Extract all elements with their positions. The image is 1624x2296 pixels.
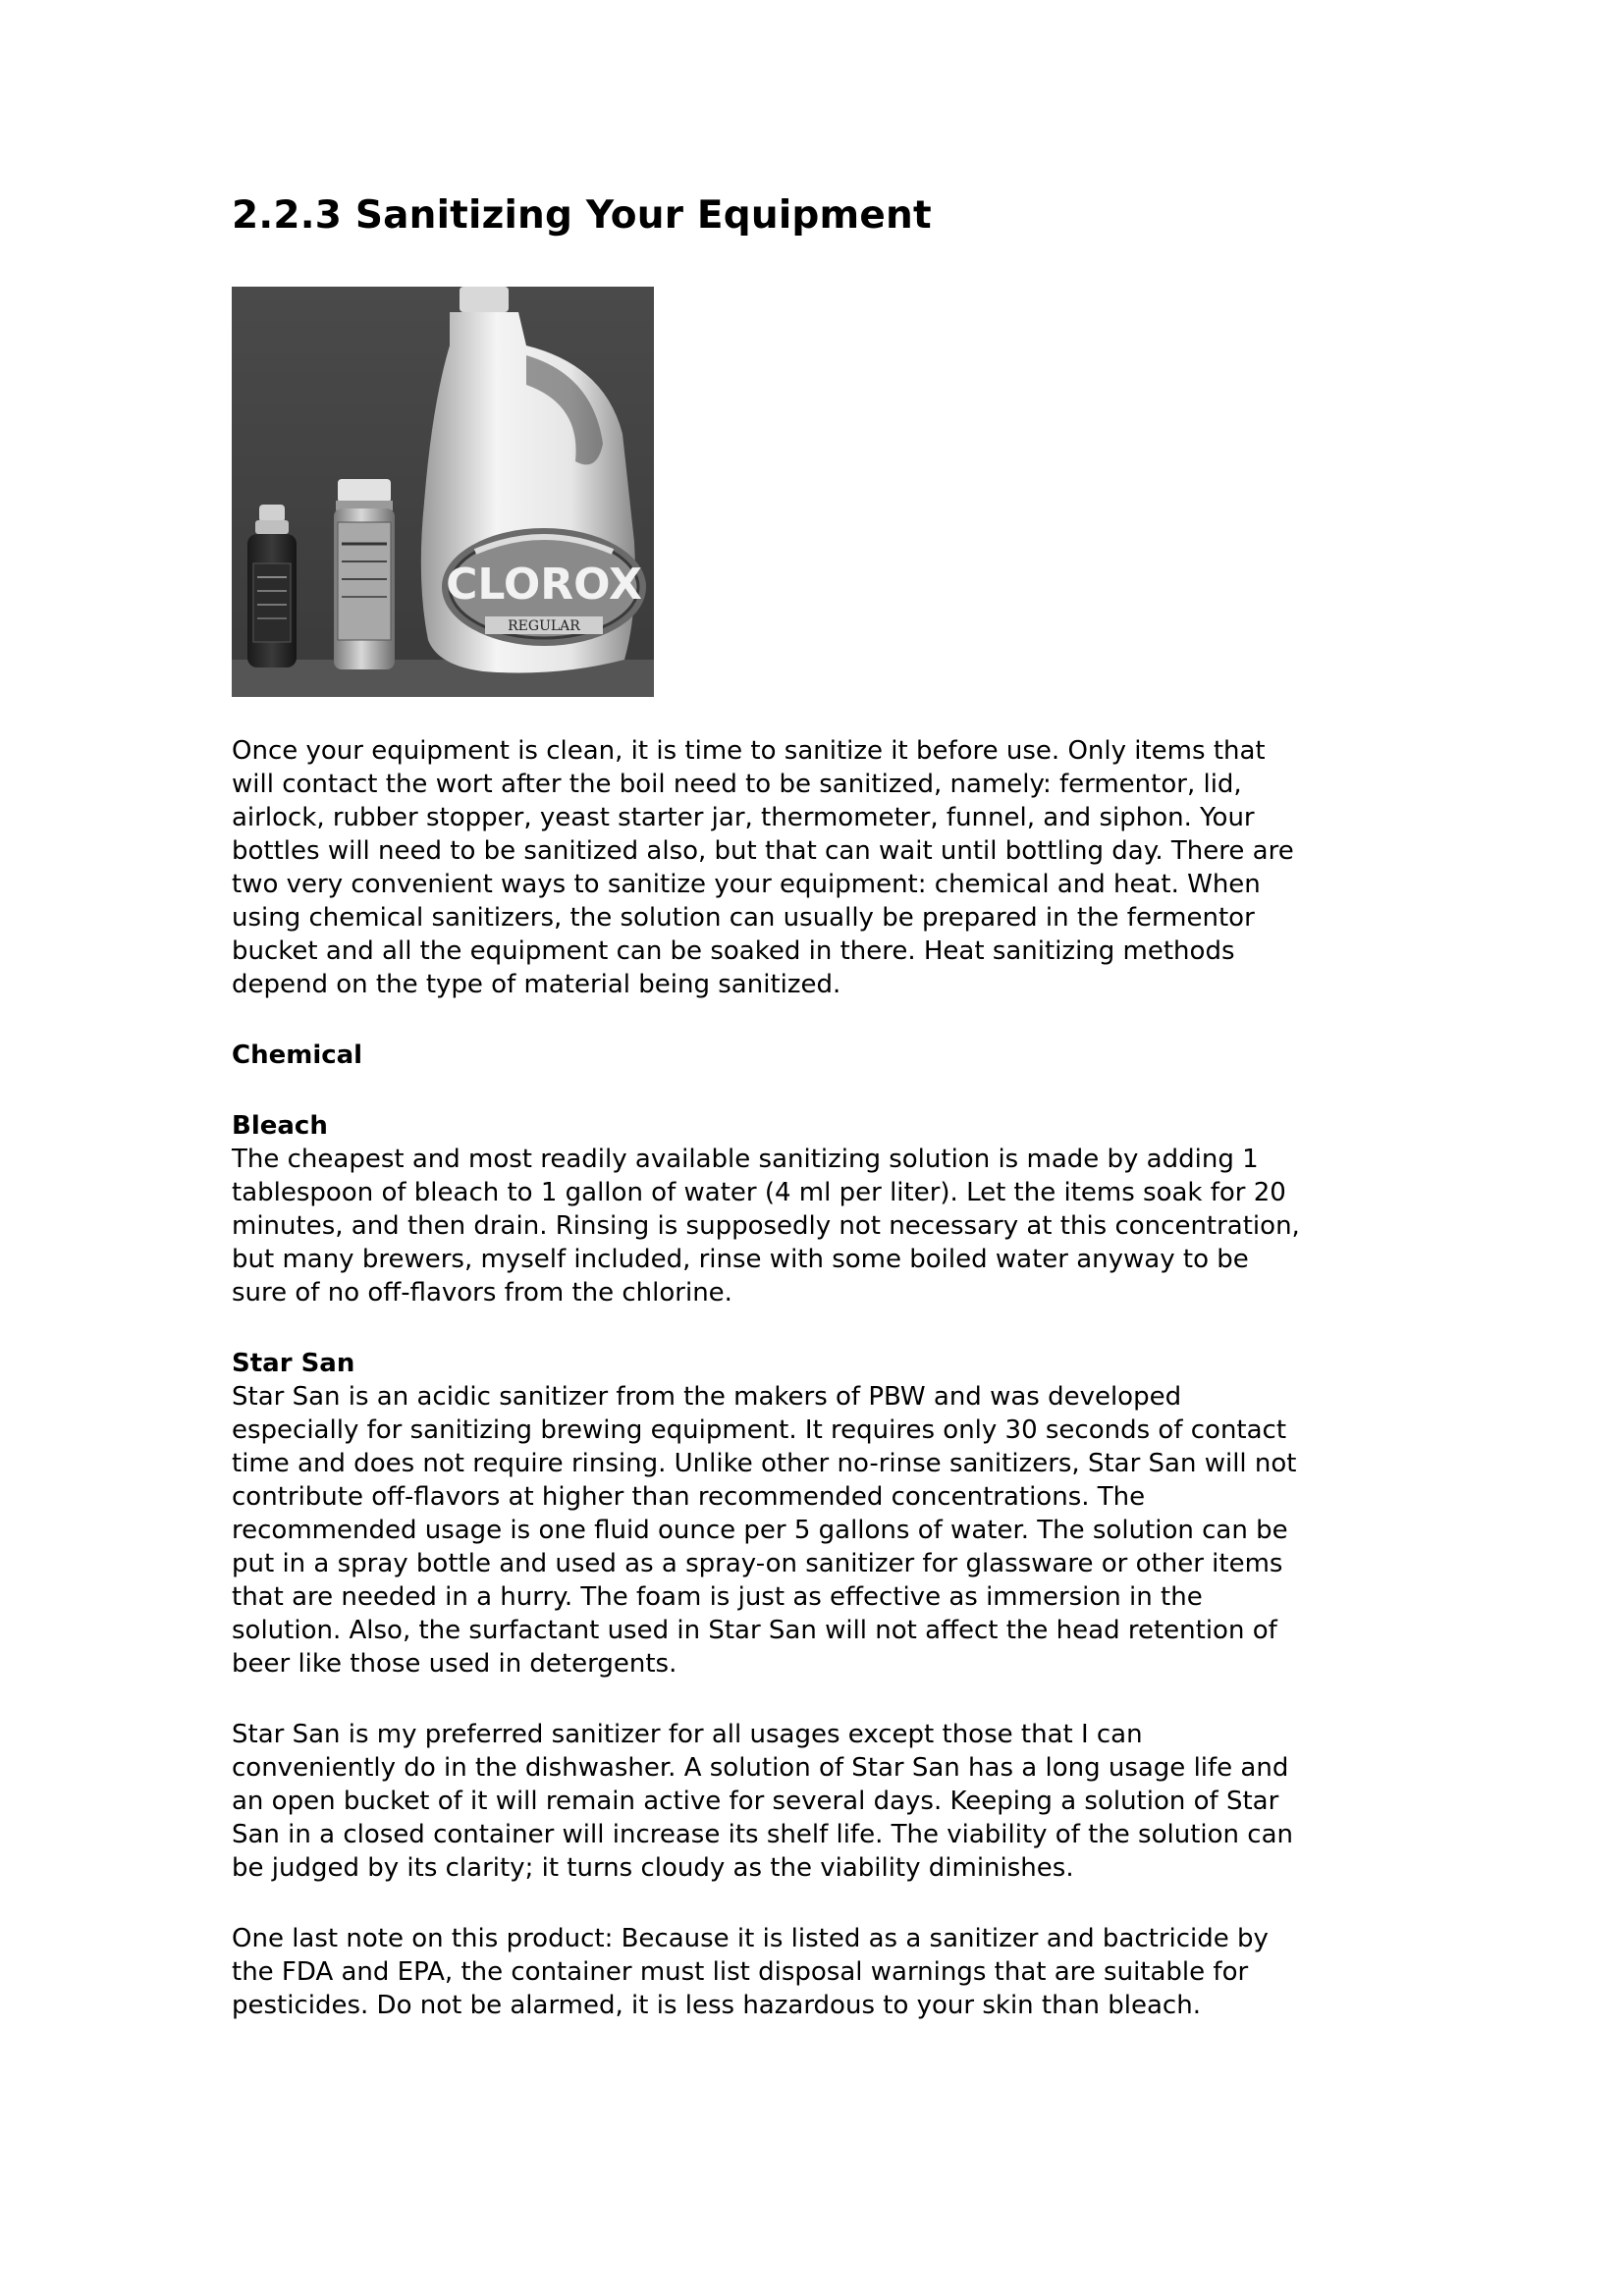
jug-brand-label: CLOROX (446, 560, 642, 610)
section-title: 2.2.3 Sanitizing Your Equipment (232, 193, 932, 238)
medium-jar (334, 479, 395, 669)
star-san-heading: Star San (232, 1349, 355, 1378)
bleach-heading: Bleach (232, 1111, 328, 1141)
intro-paragraph: Once your equipment is clean, it is time to sanitize it before use. Only items that will contact the wort after the boil need to be sanitized, namely: fermentor, lid, airlock, rubber stopper, yeast starter jar, thermometer, funnel, and siphon. Your bottles will need to be sanitized also, but that can wait until bottling day. There are two very convenient ways to sanitize your equipment: chemical and heat. When using chemical sanitizers, the solution can usually be prepared in the fermentor bucket and all the equipment can be soaked in there. Heat sanitizing methods depend on the type of material being sanitized. (232, 736, 1294, 999)
star-san-paragraph-3: One last note on this product: Because it is listed as a sanitizer and bactricide by the FDA and EPA, the container must list disposal warnings that are suitable for pesticides. Do not be alarmed, it is less hazardous to your skin than bleach. (232, 1924, 1269, 2020)
chemical-heading: Chemical (232, 1041, 363, 1070)
star-san-paragraph-1: Star San is an acidic sanitizer from the makers of PBW and was developed especially for sanitizing brewing equipment. It requires only 30 seconds of contact time and does not require rinsing. Unlike other no-rinse sanitizers, Star San will not contribute off-flavors at higher than recommended concentrations. The recommended usage is one fluid ounce per 5 gallons of water. The solution can be put in a spray bottle and used as a spray-on sanitizer for glassware or other items that are needed in a hurry. The foam is just as effective as immersion in the solution. Also, the surfactant used in Star San will not affect the head retention of beer like those used in detergents. (232, 1382, 1297, 1679)
bleach-paragraph: The cheapest and most readily available sanitizing solution is made by adding 1 tablespoon of bleach to 1 gallon of water (4 ml per liter). Let the items soak for 20 minutes, and then drain. Rinsing is supposedly not necessary at this concentration, but many brewers, myself included, rinse with some boiled water anyway to be sure of no off-flavors from the chlorine. (232, 1145, 1300, 1308)
sanitizer-bottles-photo (232, 287, 654, 697)
document-page (232, 187, 1410, 2022)
jug-variant-label: REGULAR (508, 618, 580, 634)
star-san-paragraph-2: Star San is my preferred sanitizer for all usages except those that I can conveniently do in the dishwasher. A solution of Star San has a long usage life and an open bucket of it will remain active for several days. Keeping a solution of Star San in a closed container will increase its shelf life. The viability of the solution can be judged by its clarity; it turns cloudy as the viability diminishes. (232, 1720, 1293, 1883)
